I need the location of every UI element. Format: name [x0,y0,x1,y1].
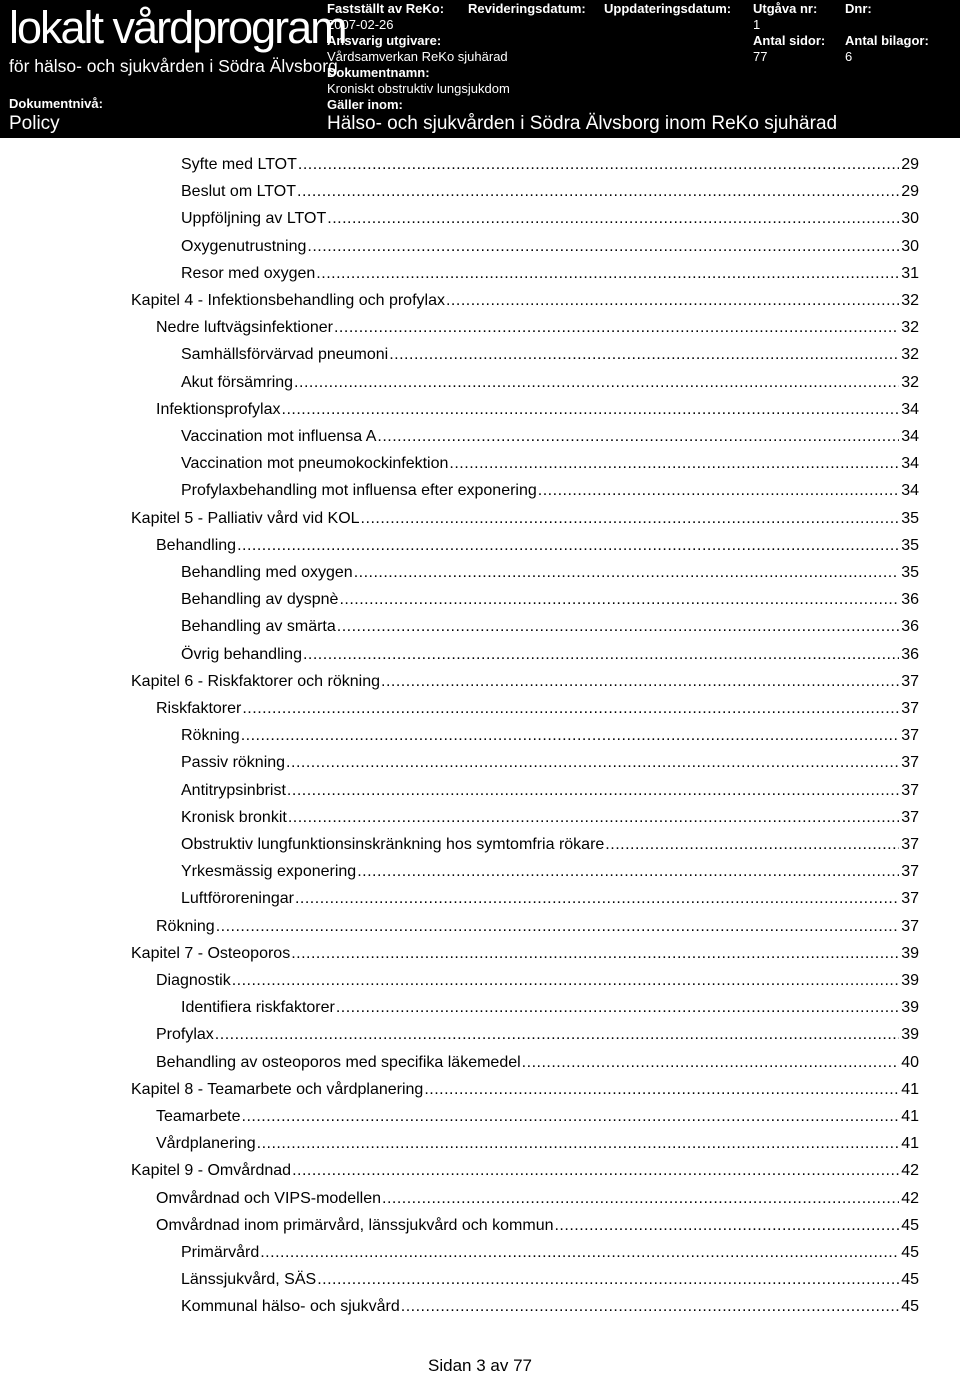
ansvarig-value: Vårdsamverkan ReKo sjuhärad [327,49,508,64]
toc-dot-leader [294,373,899,393]
antal-bilagor-label: Antal bilagor: [845,33,929,48]
toc-entry-title: Kapitel 7 - Osteoporos [131,944,291,962]
antal-sidor-value: 77 [753,49,768,64]
toc-entry[interactable] [181,726,919,746]
toc-entry[interactable] [181,155,919,175]
toc-entry-page: 45 [901,1271,919,1289]
toc-entry[interactable] [181,781,919,801]
toc-entry-page: 34 [901,428,919,445]
toc-dot-leader [242,1107,900,1127]
toc-entry[interactable] [181,427,919,447]
antal-bilagor-value: 6 [845,49,853,64]
fastst-value: 2007-02-26 [327,17,394,32]
toc-dot-leader [298,155,899,175]
toc-entry[interactable] [156,917,919,937]
toc-entry[interactable] [181,590,919,610]
toc-entry-page: 29 [901,156,919,173]
galler-label: Gäller inom: [327,97,403,112]
toc-dot-leader [538,481,899,501]
toc-entry-title: Kapitel 4 - Infektionsbehandling och profylax [131,292,445,309]
toc-dot-leader [389,345,899,365]
ansvarig-label: Ansvarig utgivare: [327,33,442,48]
antal-sidor-label: Antal sidor: [753,33,826,48]
toc-entry-page: 32 [901,346,919,364]
toc-dot-leader [232,971,900,991]
docname-label: Dokumentnamn: [327,65,430,80]
toc-entry[interactable] [181,862,919,882]
toc-entry[interactable] [181,373,919,393]
toc-entry-page: 39 [901,944,919,962]
toc-dot-leader [241,726,900,746]
toc-dot-leader [292,1161,899,1181]
toc-entry[interactable] [156,1107,919,1127]
toc-entry[interactable] [181,1243,919,1263]
toc-entry-title: Kapitel 8 - Teamarbete och vårdplanering [131,1080,424,1098]
toc-entry-page: 37 [901,754,919,772]
toc-dot-leader [287,781,899,801]
toc-entry-title: Kapitel 9 - Omvårdnad [131,1162,292,1180]
toc-dot-leader [381,672,899,692]
toc-dot-leader [327,209,899,229]
toc-entry-title: Profylaxbehandling mot influensa efter exponering [181,482,537,500]
toc-entry-page: 37 [901,700,919,717]
page-footer: Sidan 3 av 77 [428,1356,532,1375]
toc-entry[interactable] [181,753,919,773]
toc-entry[interactable] [181,1297,919,1317]
toc-entry-title: Behandling av osteoporos med specifika läkemedel [156,1053,521,1071]
toc-entry-title: Resor med oxygen [181,264,316,282]
toc-entry[interactable] [156,699,919,719]
revid-label: Revideringsdatum: [468,1,586,16]
toc-entry[interactable] [156,1025,919,1045]
toc-dot-leader [297,182,899,202]
toc-entry-page: 45 [901,1298,919,1316]
toc-entry-title: Primärvård [181,1244,260,1261]
utgava-value: 1 [753,17,761,32]
toc-entry-title: Riskfaktorer [156,700,242,717]
toc-entry-page: 41 [901,1108,919,1125]
toc-entry-page: 39 [901,1026,919,1044]
doc-level-value: Policy [9,113,60,134]
toc-entry-title: Kommunal hälso- och sjukvård [181,1298,400,1316]
toc-entry-title: Rökning [156,917,215,935]
toc-entry-title: Luftföroreningar [181,890,294,908]
toc-entry[interactable] [131,509,919,529]
toc-dot-leader [260,1243,899,1263]
toc-dot-leader [237,536,899,556]
toc-entry-title: Yrkesmässig exponering [181,863,357,881]
toc-entry-page: 37 [901,727,919,745]
toc-entry-page: 40 [901,1053,919,1071]
toc-dot-leader [215,1025,899,1045]
toc-dot-leader [337,617,899,637]
toc-entry-title: Behandling av smärta [181,618,336,636]
toc-entry-page: 37 [901,863,919,881]
toc-entry[interactable] [181,264,919,284]
toc-dot-leader [446,291,899,311]
toc-entry[interactable] [181,454,919,474]
toc-entry-title: Länssjukvård, SÄS [181,1271,317,1289]
toc-dot-leader [257,1134,900,1154]
utgava-label: Utgåva nr: [753,1,818,16]
toc-entry-title: Kapitel 6 - Riskfaktorer och rökning [131,672,380,690]
toc-entry-page: 31 [901,264,919,282]
toc-dot-leader [334,318,899,338]
toc-entry-title: Oxygenutrustning [181,237,307,255]
toc-entry-title: Behandling av dyspnè [181,591,339,609]
toc-entry-page: 32 [901,319,919,337]
brand-subtitle: för hälso- och sjukvården i Södra Älvsborg [9,56,338,76]
document-header [0,0,960,138]
toc-entry-page: 35 [901,509,919,527]
toc-dot-leader [303,645,899,665]
toc-entry[interactable] [181,1270,919,1290]
toc-entry[interactable] [181,563,919,583]
toc-entry-page: 41 [901,1080,919,1098]
toc-entry-title: Beslut om LTOT [181,183,296,201]
doc-level-label: Dokumentnivå: [9,96,103,111]
toc-dot-leader [554,1216,899,1236]
toc-dot-leader [286,753,899,773]
toc-dot-leader [522,1053,900,1073]
toc-entry[interactable] [156,1134,919,1154]
docname-value: Kroniskt obstruktiv lungsjukdom [327,81,510,96]
toc-entry-title: Vårdplanering [156,1135,256,1153]
toc-entry-page: 42 [901,1189,919,1207]
toc-entry-page: 39 [901,999,919,1017]
toc-entry-page: 45 [901,1244,919,1261]
toc-entry[interactable] [181,889,919,909]
toc-dot-leader [216,917,900,937]
toc-entry-page: 37 [901,917,919,935]
toc-entry-page: 45 [901,1216,919,1234]
brand-title: lokalt vårdprogram [9,2,346,53]
toc-entry[interactable] [181,481,919,501]
toc-entry-title: Rökning [181,727,240,745]
toc-dot-leader [336,998,899,1018]
toc-entry-title: Teamarbete [156,1108,241,1125]
toc-entry[interactable] [156,1053,919,1073]
toc-entry-page: 35 [901,536,919,554]
toc-entry-title: Behandling [156,536,237,554]
toc-entry-title: Identifiera riskfaktorer [181,999,335,1017]
toc-entry-title: Infektionsprofylax [156,400,281,418]
toc-entry-title: Passiv rökning [181,754,286,772]
toc-entry[interactable] [181,237,919,257]
toc-entry[interactable] [181,345,919,365]
toc-entry[interactable] [156,971,919,991]
toc-entry[interactable] [131,1080,919,1100]
toc-dot-leader [361,509,900,529]
toc-entry[interactable] [181,998,919,1018]
toc-dot-leader [605,835,899,855]
toc-dot-leader [242,699,899,719]
toc-entry-page: 29 [901,183,919,201]
toc-dot-leader [382,1189,899,1209]
toc-entry[interactable] [181,182,919,202]
toc-dot-leader [282,400,900,420]
toc-entry-title: Samhällsförvärvad pneumoni [181,346,389,364]
toc-dot-leader [288,808,899,828]
toc-dot-leader [295,889,899,909]
toc-entry-title: Vaccination mot pneumokockinfektion [181,455,449,473]
galler-value: Hälso- och sjukvården i Södra Älvsborg inom ReKo sjuhärad [327,113,838,134]
toc-entry-page: 36 [901,618,919,636]
toc-entry-title: Vaccination mot influensa A [181,428,377,445]
toc-entry[interactable] [131,1161,919,1181]
toc-entry-page: 30 [901,237,919,255]
toc-entry-title: Antitrypsinbrist [181,781,286,799]
toc-entry-title: Uppföljning av LTOT [181,210,327,228]
toc-entry-page: 42 [901,1162,919,1180]
toc-entry-title: Övrig behandling [181,645,302,663]
toc-dot-leader [449,454,899,474]
toc-entry-title: Akut försämring [181,373,294,391]
toc-entry[interactable] [131,944,919,964]
toc-entry-title: Obstruktiv lungfunktionsinskränkning hos symtomfria rökare [181,836,605,853]
toc-entry-page: 36 [901,645,919,663]
toc-entry-page: 37 [901,836,919,853]
toc-entry-title: Kronisk bronkit [181,808,287,826]
toc-entry[interactable] [181,808,919,828]
toc-dot-leader [307,237,899,257]
toc-entry-page: 34 [901,482,919,500]
toc-dot-leader [339,590,899,610]
toc-entry[interactable] [131,291,919,311]
toc-entry[interactable] [156,1189,919,1209]
toc-entry-page: 30 [901,210,919,228]
toc-entry[interactable] [156,318,919,338]
toc-entry-title: Nedre luftvägsinfektioner [156,319,333,337]
fastst-label: Fastställt av ReKo: [327,1,445,16]
toc-entry-page: 34 [901,455,919,473]
toc-entry-page: 35 [901,564,919,581]
toc-entry-page: 37 [901,890,919,908]
toc-entry-page: 36 [901,591,919,609]
toc-entry[interactable] [156,536,919,556]
toc-entry-title: Behandling med oxygen [181,564,353,581]
toc-entry[interactable] [181,617,919,637]
toc-entry[interactable] [181,645,919,665]
toc-dot-leader [401,1297,899,1317]
toc-entry-page: 37 [901,781,919,799]
toc-entry[interactable] [156,1216,919,1236]
toc-entry[interactable] [131,672,919,692]
toc-entry-page: 39 [901,972,919,989]
toc-dot-leader [291,944,899,964]
toc-entry-page: 41 [901,1135,919,1153]
toc-dot-leader [377,427,899,447]
toc-dot-leader [354,563,900,583]
toc-entry-page: 37 [901,672,919,690]
toc-entry[interactable] [181,835,919,855]
toc-entry-title: Omvårdnad inom primärvård, länssjukvård och kommun [156,1216,554,1234]
toc-entry[interactable] [156,400,919,420]
toc-entry-title: Kapitel 5 - Palliativ vård vid KOL [131,509,360,527]
toc-dot-leader [357,862,899,882]
toc-dot-leader [316,264,899,284]
toc-entry-page: 37 [901,808,919,826]
toc-entry-title: Profylax [156,1026,214,1044]
toc-dot-leader [424,1080,899,1100]
toc-entry-page: 32 [901,292,919,309]
toc-entry-page: 32 [901,373,919,391]
dnr-label: Dnr: [845,1,872,16]
toc-entry-title: Omvårdnad och VIPS-modellen [156,1189,381,1207]
toc-dot-leader [317,1270,899,1290]
uppd-label: Uppdateringsdatum: [604,1,732,16]
toc-entry[interactable] [181,209,919,229]
toc-entry-title: Syfte med LTOT [181,156,297,173]
toc-entry-title: Diagnostik [156,972,231,989]
toc-entry-page: 34 [901,400,919,418]
